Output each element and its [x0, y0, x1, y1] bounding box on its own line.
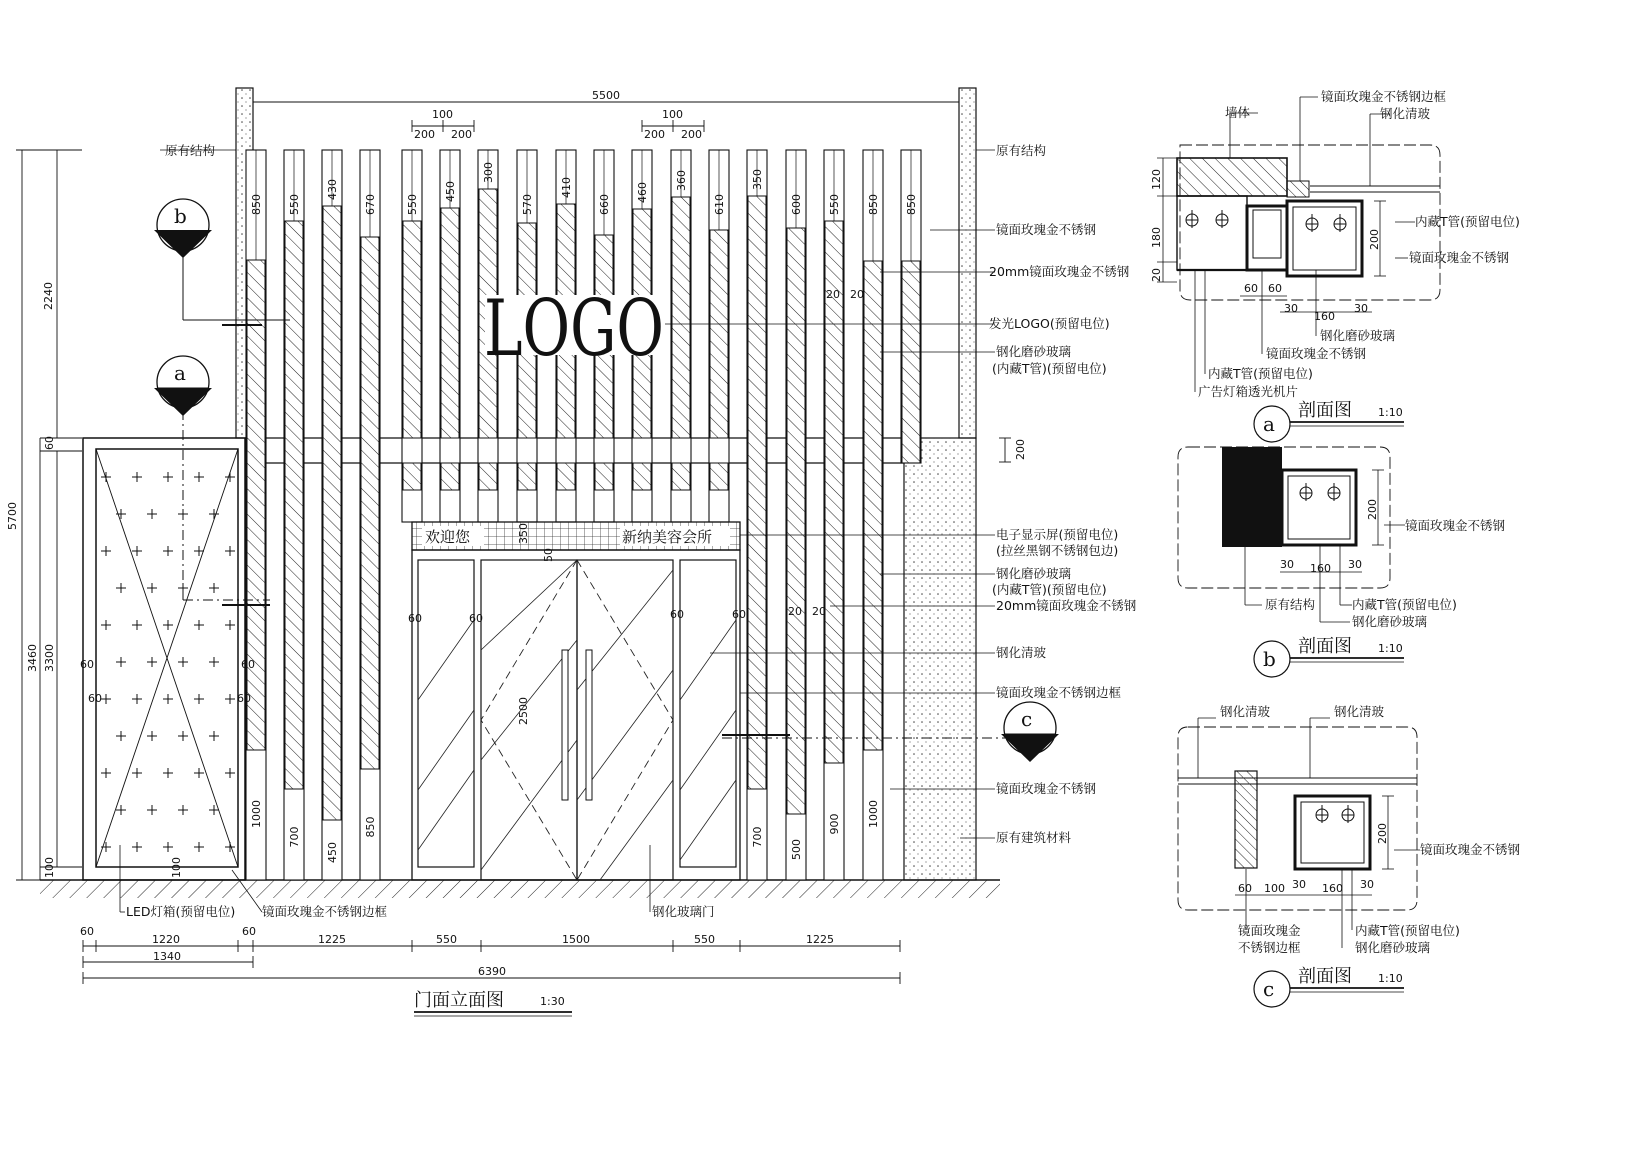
svg-text:550: 550 [436, 933, 457, 946]
bar-bottom-dim: 1000 [250, 800, 263, 828]
section-marker-b [154, 199, 212, 258]
vertical-bars [246, 150, 921, 880]
svg-text:内藏T管(预留电位): 内藏T管(预留电位) [1352, 597, 1457, 612]
section-a-detail [1150, 89, 1520, 442]
svg-text:180: 180 [1150, 227, 1163, 248]
svg-text:200: 200 [681, 128, 702, 141]
svg-text:20: 20 [788, 605, 802, 618]
svg-text:60: 60 [241, 658, 255, 671]
bar-top-dim: 550 [406, 194, 419, 215]
bar-top-dim: 450 [444, 181, 457, 202]
existing-structure-right [959, 88, 976, 438]
svg-text:1:10: 1:10 [1378, 406, 1403, 419]
elevation-title: 门面立面图 [414, 990, 504, 1011]
svg-text:钢化清玻: 钢化清玻 [1220, 704, 1271, 719]
svg-text:60: 60 [1238, 882, 1252, 895]
svg-text:30: 30 [1348, 558, 1362, 571]
svg-text:60: 60 [469, 612, 483, 625]
storefront-frame [412, 550, 740, 880]
svg-text:1:30: 1:30 [540, 995, 565, 1008]
vertical-bar [863, 150, 883, 880]
svg-text:20mm镜面玫瑰金不锈钢: 20mm镜面玫瑰金不锈钢 [989, 264, 1130, 279]
svg-text:原有建筑材料: 原有建筑材料 [996, 830, 1072, 845]
svg-text:钢化磨砂玻璃: 钢化磨砂玻璃 [996, 566, 1072, 581]
svg-text:镜面玫瑰金不锈钢: 镜面玫瑰金不锈钢 [996, 222, 1097, 237]
svg-text:2500: 2500 [517, 697, 530, 725]
svg-text:120: 120 [1150, 169, 1163, 190]
bar-top-dim: 850 [250, 194, 263, 215]
bar-bottom-dim: 700 [751, 826, 764, 848]
svg-text:60: 60 [43, 436, 56, 450]
svg-text:30: 30 [1360, 878, 1374, 891]
svg-text:钢化清玻: 钢化清玻 [1334, 704, 1385, 719]
svg-text:20: 20 [826, 288, 840, 301]
svg-text:(内藏T管)(预留电位): (内藏T管)(预留电位) [992, 361, 1107, 376]
svg-text:镜面玫瑰金不锈钢边框: 镜面玫瑰金不锈钢边框 [996, 685, 1122, 700]
bar-top-dim: 410 [560, 177, 573, 198]
svg-text:镜面玫瑰金不锈钢: 镜面玫瑰金不锈钢 [1420, 842, 1521, 857]
svg-text:200: 200 [1366, 499, 1379, 520]
svg-text:LED灯箱(预留电位): LED灯箱(预留电位) [126, 904, 236, 919]
svg-text:镜面玫瑰金不锈钢边框: 镜面玫瑰金不锈钢边框 [262, 904, 388, 919]
svg-text:c: c [1021, 707, 1033, 731]
bar-top-dim: 360 [675, 170, 688, 191]
svg-text:30: 30 [1292, 878, 1306, 891]
svg-text:100: 100 [1264, 882, 1285, 895]
svg-text:100: 100 [662, 108, 683, 121]
svg-text:(内藏T管)(预留电位): (内藏T管)(预留电位) [992, 582, 1107, 597]
fixed-glass-right [680, 560, 736, 867]
vertical-bar [747, 150, 767, 880]
svg-text:钢化清玻: 钢化清玻 [1380, 106, 1431, 121]
vertical-bar [709, 150, 729, 522]
vertical-bar [246, 150, 266, 880]
svg-text:20: 20 [812, 605, 826, 618]
door-handle-left [562, 650, 568, 800]
svg-text:镜面玫瑰金不锈钢边框: 镜面玫瑰金不锈钢边框 [1321, 89, 1447, 104]
svg-text:c: c [1263, 977, 1275, 1001]
svg-text:60: 60 [88, 692, 102, 705]
vertical-bar [671, 150, 691, 522]
svg-text:剖面图: 剖面图 [1298, 400, 1352, 421]
sign-left-text: 欢迎您 [425, 528, 471, 546]
svg-text:200: 200 [1376, 823, 1389, 844]
vertical-bar [824, 150, 844, 880]
svg-text:60: 60 [237, 692, 251, 705]
bar-top-dim: 300 [482, 162, 495, 183]
bar-top-dim: 550 [828, 194, 841, 215]
svg-text:不锈钢边框: 不锈钢边框 [1238, 940, 1301, 955]
svg-text:20: 20 [1150, 268, 1163, 282]
svg-text:200: 200 [1368, 229, 1381, 250]
svg-text:镜面玫瑰金不锈钢: 镜面玫瑰金不锈钢 [1405, 518, 1506, 533]
door-handle-right [586, 650, 592, 800]
svg-text:100: 100 [170, 857, 183, 878]
vertical-bar [440, 150, 460, 522]
bar-bottom-dim: 450 [326, 842, 339, 863]
svg-text:50: 50 [542, 548, 555, 562]
svg-text:100: 100 [43, 857, 56, 878]
svg-text:20: 20 [850, 288, 864, 301]
svg-text:剖面图: 剖面图 [1298, 966, 1352, 987]
svg-text:1225: 1225 [806, 933, 834, 946]
svg-text:60: 60 [80, 925, 94, 938]
sign-right-text: 新纳美容会所 [622, 528, 713, 546]
svg-text:a: a [174, 361, 186, 385]
svg-text:内藏T管(预留电位): 内藏T管(预留电位) [1355, 923, 1460, 938]
svg-text:350: 350 [517, 523, 530, 544]
svg-text:钢化磨砂玻璃: 钢化磨砂玻璃 [1320, 328, 1396, 343]
section-c-detail [1178, 704, 1520, 1007]
bar-top-dim: 350 [751, 169, 764, 190]
bar-top-dim: 610 [713, 194, 726, 215]
svg-text:1340: 1340 [153, 950, 181, 963]
svg-text:60: 60 [670, 608, 684, 621]
svg-text:钢化清玻: 钢化清玻 [996, 645, 1047, 660]
vertical-bar [322, 150, 342, 880]
svg-text:镜面玫瑰金不锈钢: 镜面玫瑰金不锈钢 [996, 781, 1097, 796]
logo-text: LOGO [484, 284, 664, 374]
svg-text:5500: 5500 [592, 89, 620, 102]
bar-bottom-dim: 700 [288, 826, 301, 848]
svg-text:镜面玫瑰金: 镜面玫瑰金 [1238, 923, 1301, 938]
svg-text:b: b [174, 204, 187, 228]
svg-text:(拉丝黑钢不锈钢包边): (拉丝黑钢不锈钢包边) [996, 543, 1119, 558]
svg-text:160: 160 [1310, 562, 1331, 575]
svg-text:200: 200 [644, 128, 665, 141]
bar-top-dim: 460 [636, 182, 649, 203]
svg-text:电子显示屏(预留电位): 电子显示屏(预留电位) [996, 527, 1119, 542]
bar-top-dim: 550 [288, 194, 301, 215]
svg-text:6390: 6390 [478, 965, 506, 978]
svg-text:200: 200 [1014, 439, 1027, 460]
bar-bottom-dim: 900 [828, 813, 841, 835]
svg-text:160: 160 [1322, 882, 1343, 895]
svg-text:1500: 1500 [562, 933, 590, 946]
section-marker-c [1001, 702, 1059, 762]
svg-text:30: 30 [1280, 558, 1294, 571]
svg-text:160: 160 [1314, 310, 1335, 323]
svg-text:1225: 1225 [318, 933, 346, 946]
svg-text:5700: 5700 [6, 502, 19, 530]
svg-text:钢化玻璃门: 钢化玻璃门 [652, 904, 715, 919]
svg-text:100: 100 [432, 108, 453, 121]
svg-text:原有结构: 原有结构 [996, 143, 1047, 158]
vertical-bar [402, 150, 422, 522]
svg-text:钢化磨砂玻璃: 钢化磨砂玻璃 [1355, 940, 1431, 955]
svg-text:60: 60 [408, 612, 422, 625]
svg-text:1:10: 1:10 [1378, 642, 1403, 655]
svg-text:剖面图: 剖面图 [1298, 636, 1352, 657]
svg-text:发光LOGO(预留电位): 发光LOGO(预留电位) [989, 316, 1110, 331]
svg-text:镜面玫瑰金不锈钢: 镜面玫瑰金不锈钢 [1266, 346, 1367, 361]
svg-text:60: 60 [242, 925, 256, 938]
svg-text:钢化磨砂玻璃: 钢化磨砂玻璃 [1352, 614, 1428, 629]
fixed-glass-left [418, 560, 474, 867]
ground-hatch [40, 880, 1000, 898]
svg-text:1220: 1220 [152, 933, 180, 946]
svg-text:b: b [1263, 647, 1276, 671]
svg-text:原有结构: 原有结构 [1265, 597, 1316, 612]
svg-text:墙体: 墙体 [1225, 105, 1251, 120]
svg-text:原有结构: 原有结构 [165, 143, 216, 158]
svg-text:20mm镜面玫瑰金不锈钢: 20mm镜面玫瑰金不锈钢 [996, 598, 1137, 613]
vertical-bar [786, 150, 806, 880]
existing-building-material [904, 438, 976, 880]
svg-text:广告灯箱透光机片: 广告灯箱透光机片 [1198, 384, 1299, 399]
svg-text:2240: 2240 [42, 282, 55, 310]
bar-bottom-dim: 850 [364, 816, 377, 838]
svg-text:1:10: 1:10 [1378, 972, 1403, 985]
main-elevation [6, 88, 1136, 1016]
svg-text:内藏T管(预留电位): 内藏T管(预留电位) [1208, 366, 1313, 381]
bar-top-dim: 570 [521, 194, 534, 215]
bar-bottom-dim: 1000 [867, 800, 880, 828]
svg-text:60: 60 [732, 608, 746, 621]
svg-text:30: 30 [1354, 302, 1368, 315]
section-b-detail [1178, 447, 1505, 677]
svg-text:镜面玫瑰金不锈钢: 镜面玫瑰金不锈钢 [1409, 250, 1510, 265]
svg-text:30: 30 [1284, 302, 1298, 315]
svg-text:60: 60 [1244, 282, 1258, 295]
svg-text:60: 60 [1268, 282, 1282, 295]
svg-text:内藏T管(预留电位): 内藏T管(预留电位) [1415, 214, 1520, 229]
svg-text:200: 200 [451, 128, 472, 141]
svg-text:a: a [1263, 412, 1275, 436]
bar-bottom-dim: 500 [790, 839, 803, 860]
bar-top-dim: 850 [905, 194, 918, 215]
bar-top-dim: 430 [326, 179, 339, 200]
bar-top-dim: 660 [598, 194, 611, 215]
bar-top-dim: 670 [364, 194, 377, 215]
svg-text:550: 550 [694, 933, 715, 946]
svg-text:钢化磨砂玻璃: 钢化磨砂玻璃 [996, 344, 1072, 359]
svg-text:200: 200 [414, 128, 435, 141]
vertical-bar [901, 150, 921, 463]
bar-top-dim: 850 [867, 194, 880, 215]
vertical-bar [360, 150, 380, 880]
section-marker-a [154, 356, 212, 416]
vertical-bar [284, 150, 304, 880]
svg-text:3300: 3300 [43, 644, 56, 672]
bar-top-dim: 600 [790, 194, 803, 215]
svg-text:60: 60 [80, 658, 94, 671]
svg-text:3460: 3460 [26, 644, 39, 672]
